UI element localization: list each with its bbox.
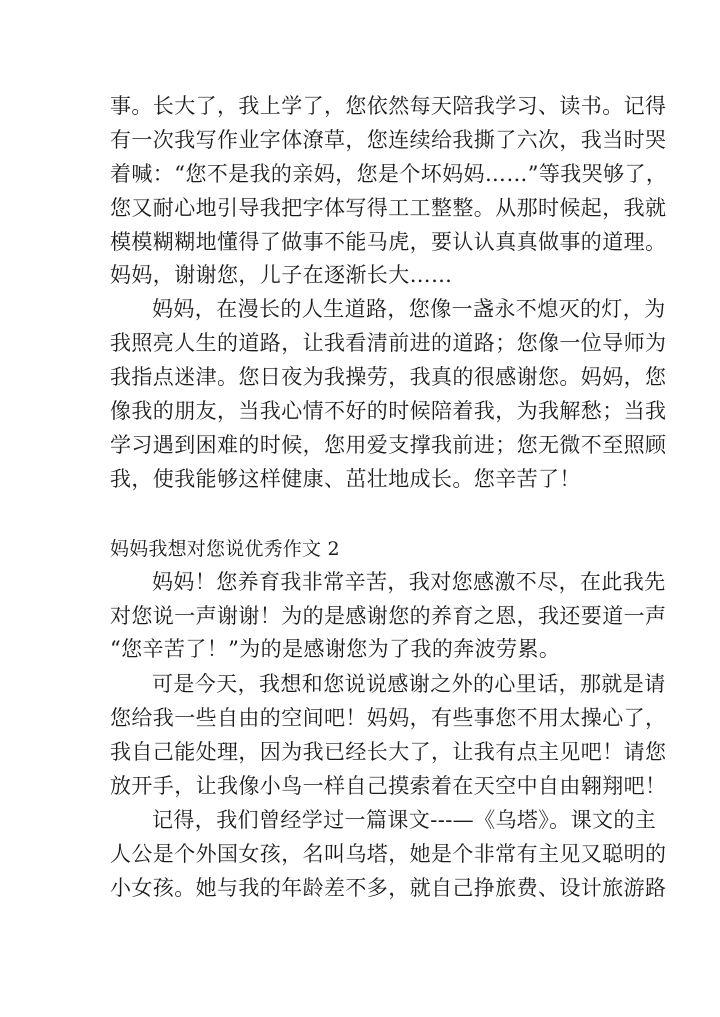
text-line: 我，使我能够这样健康、茁壮地成长。您辛苦了！ [110, 467, 581, 491]
text-line: 放开手，让我像小鸟一样自己摸索着在天空中自由翱翔吧！ [110, 774, 667, 798]
text-line: 我自己能处理，因为我已经长大了，让我有点主见吧！请您 [110, 740, 667, 764]
text-line: 记得，我们曾经学过一篇课文---—《乌塔》。课文的主 [152, 808, 657, 832]
text-line: 事。长大了，我上学了，您依然每天陪我学习、读书。记得 [110, 94, 667, 118]
text-line: 对您说一声谢谢！为的是感谢您的养育之恩，我还要道一声 [110, 604, 667, 628]
section-heading: 妈妈我想对您说优秀作文 2 [110, 538, 340, 560]
text-line: 可是今天，我想和您说说感谢之外的心里话，那就是请 [152, 672, 666, 696]
text-line: 人公是个外国女孩，名叫乌塔，她是个非常有主见又聪明的 [110, 842, 667, 866]
text-line: 着喊：“您不是我的亲妈，您是个坏妈妈……”等我哭够了， [110, 162, 668, 186]
text-line: 您又耐心地引导我把字体写得工工整整。从那时候起，我就 [110, 196, 667, 220]
text-line: 小女孩。她与我的年龄差不多，就自己挣旅费、设计旅游路 [110, 876, 667, 900]
text-line: 妈妈，在漫长的人生道路，您像一盏永不熄灭的灯，为 [152, 297, 666, 321]
text-line: “您辛苦了！”为的是感谢您为了我的奔波劳累。 [110, 637, 561, 661]
text-line: 我照亮人生的道路，让我看清前进的道路；您像一位导师为 [110, 331, 667, 355]
text-line: 模模糊糊地懂得了做事不能马虎，要认认真真做事的道理。 [110, 230, 667, 254]
text-line: 妈妈！您养育我非常辛苦，我对您感激不尽，在此我先 [152, 570, 666, 594]
text-line: 妈妈，谢谢您，儿子在逐渐长大…… [110, 263, 453, 287]
text-line: 学习遇到困难的时候，您用爱支撑我前进；您无微不至照顾 [110, 433, 667, 457]
text-line: 我指点迷津。您日夜为我操劳，我真的很感谢您。妈妈，您 [110, 365, 667, 389]
text-line: 有一次我写作业字体潦草，您连续给我撕了六次，我当时哭 [110, 128, 667, 152]
text-line: 您给我一些自由的空间吧！妈妈，有些事您不用太操心了， [110, 706, 667, 730]
text-line: 像我的朋友，当我心情不好的时候陪着我，为我解愁；当我 [110, 399, 667, 423]
